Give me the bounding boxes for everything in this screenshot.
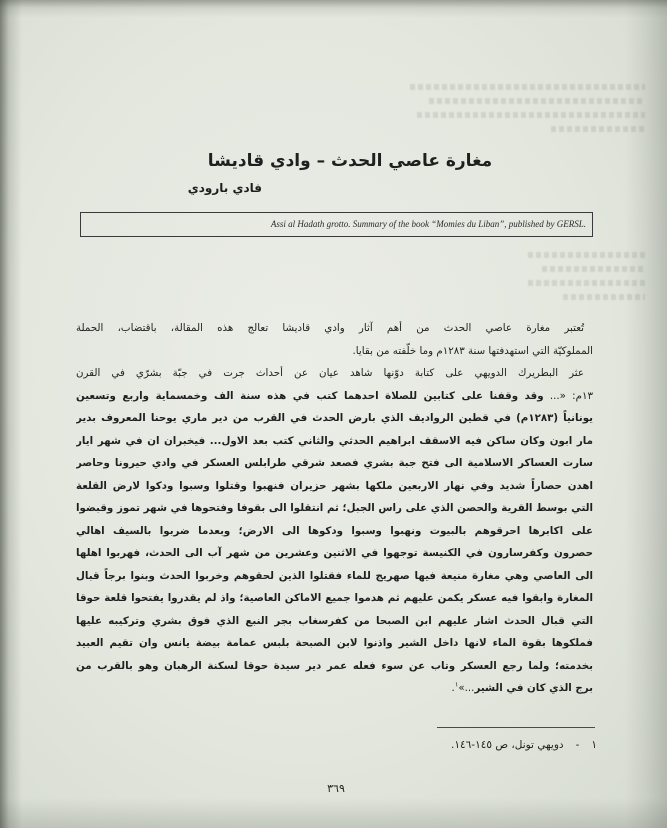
author-name: فادي بارودي — [187, 181, 262, 195]
footnote-rule — [437, 727, 595, 728]
quote-prefix: ١٣م: «... — [549, 389, 593, 402]
abstract-box — [80, 212, 593, 237]
text-line: سارت العساكر الاسلامية الى فتح جبة بشري فصعد شرقي طرابلس العسكر في وادي حيرونا وحاصر — [76, 457, 593, 469]
footnote-marker: ١ — [591, 739, 597, 751]
text-line — [76, 385, 593, 408]
text-line: عثر البطريرك الدويهي على كتابة دوّنها شاهد عيان عن أحداث جرت في جبّة بشرّي في القرن — [76, 367, 584, 379]
text-line: على اكابرها احرقوهم بالبيوت ونهبوا وسبوا ودكوها الى الارض؛ وبعدما ضربوا بالسيف اهالي — [76, 524, 593, 537]
page-number: ٣٦٩ — [327, 782, 345, 795]
text-line — [76, 677, 593, 700]
quote-text: وقد وقفنا على كتابين للصلاة احدهما كتب في هذه سنة الف وخمسماية واربع وتسعين — [76, 389, 544, 402]
text-line: المغارة وابقوا فيه عسكر يكمن عليهم ثم هدموا جميع الاماكن العاصية؛ واذ لم يقدروا يفتحوا قلعة حوقا — [76, 592, 593, 604]
abstract-text: Assi al Hadath grotto. Summary of the book “Momies du Liban”, published by GERSL. — [270, 219, 586, 229]
bleed-through-marks — [410, 80, 645, 136]
footnote-text: دويهي تونل، ص ١٤٥-١٤٦. — [451, 739, 564, 751]
text-line: تُعتبر مغارة عاصي الحدث من أهم آثار وادي قاديشا تعالج هذه المقالة، باقتضاب، الحملة — [76, 322, 584, 334]
text-line: التي بوسط القرية والحصن الذي على راس الجبل؛ ثم انتقلوا الى بقوفا وفتحوها في شهر تموز وقبضوا — [76, 502, 593, 514]
footnote — [451, 737, 597, 753]
text-line: الى العاصي وهي مغارة منيعة فيها صهريج للماء فقتلوا الذين لحقوهم وخربوا الحدث وبنوا برجاً قبال — [76, 569, 593, 582]
article-title: مغارة عاصي الحدث – وادي قاديشا — [207, 151, 493, 171]
intro-paragraph — [76, 317, 593, 362]
quote-text: برج الذي كان في الشير — [474, 682, 593, 694]
bleed-through-marks — [528, 248, 645, 304]
text-line: يونانياً (١٢٨٣م) في قطين الرواديف الذي بارض الحدث في القرب من دير ماري يوحنا المعروف بدير — [76, 412, 593, 424]
text-line: فملكوها بقوة الماء لانها داخل الشير واذنوا لابن الصبحة بلبس عمامة بيضة يانس وان تقيم العبيد — [76, 637, 593, 649]
text-line: المملوكيّة التي استهدفتها سنة ١٢٨٣م وما خلّفته من بقايا. — [352, 344, 593, 357]
footnote-reference: ١ — [454, 680, 459, 689]
text-line: التي قبال الحدث اشار عليهم ابن الصبحا من كفرسغاب بجر النبع الذي فوق بشري وتركيبه عليها — [76, 614, 593, 627]
text-line: اهدن حصاراً شديد وفي نهار الاربعين ملكها بشهر حزيران فنهبوا وقتلوا وسبوا ودكوا لارض القلعة — [76, 479, 593, 492]
closing-period: . — [451, 682, 455, 694]
quote-end: ...» — [458, 682, 475, 694]
article-text — [76, 317, 593, 700]
text-line: مار ابون وكان ساكن فيه الاسقف ابراهيم الحدثي والثاني كتب بعد الاول... فيخبران ان في شهر ايار — [76, 434, 593, 447]
footnote-dash: - — [575, 739, 580, 751]
text-line: حصرون وكفرسارون في الكنيسة توجهوا في الاثنين وعشرين من شهر آب الى الحدث، فهربوا اهلها — [76, 547, 593, 559]
quotation-paragraph — [76, 362, 593, 700]
text-line: بخدمته؛ ولما رجع العسكر وتاب عن سوء فعله عمر دير سيدة حوقا لسكنة الرهبان وهو بالقرب من — [76, 659, 593, 672]
